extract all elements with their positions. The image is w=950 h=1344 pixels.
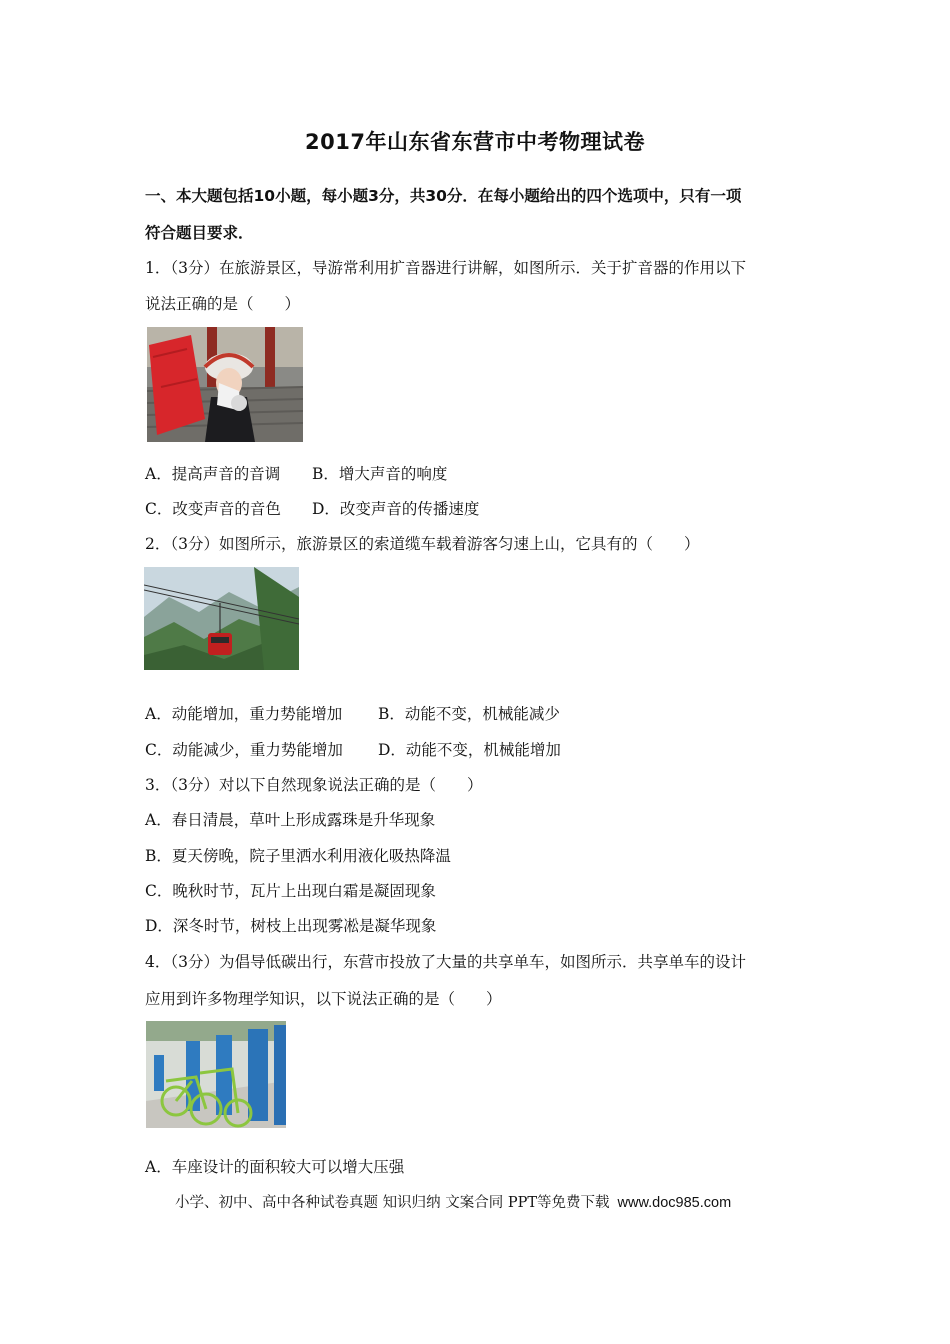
q1-stem-line2: 说法正确的是（ ）	[145, 295, 301, 313]
section-heading-line2: 符合题目要求．	[145, 224, 254, 242]
q3-option-a: A．春日清晨，草叶上形成露珠是升华现象	[145, 811, 436, 829]
q1-option-c: C．改变声音的音色	[145, 500, 281, 518]
q1-megaphone-photo	[147, 327, 303, 442]
q2-option-c: C．动能减少，重力势能增加	[145, 741, 343, 759]
q3-stem-line1: 3．（3分）对以下自然现象说法正确的是（ ）	[145, 776, 483, 794]
q3-option-b: B．夏天傍晚，院子里洒水利用液化吸热降温	[145, 847, 451, 865]
q2-option-b: B．动能不变，机械能减少	[378, 705, 560, 723]
footer-text: 小学、初中、高中各种试卷真题 知识归纳 文案合同 PPT等免费下载	[175, 1195, 610, 1211]
q2-option-d: D．动能不变，机械能增加	[378, 741, 561, 759]
q1-stem-line1: 1．（3分）在旅游景区，导游常利用扩音器进行讲解，如图所示．关于扩音器的作用以下	[145, 259, 746, 277]
section-heading-line1: 一、本大题包括10小题，每小题3分，共30分．在每小题给出的四个选项中，只有一项	[145, 187, 742, 205]
footer-url[interactable]: www.doc985.com	[617, 1195, 732, 1211]
q2-option-a: A．动能增加，重力势能增加	[145, 705, 343, 723]
q2-stem-line1: 2．（3分）如图所示，旅游景区的索道缆车载着游客匀速上山，它具有的（ ）	[145, 535, 700, 553]
q4-stem-line1: 4．（3分）为倡导低碳出行，东营市投放了大量的共享单车，如图所示．共享单车的设计	[145, 953, 746, 971]
q1-option-d: D．改变声音的传播速度	[312, 500, 480, 518]
q3-option-c: C．晚秋时节，瓦片上出现白霜是凝固现象	[145, 882, 436, 900]
q3-option-d: D．深冬时节，树枝上出现雾凇是凝华现象	[145, 917, 437, 935]
page-title: 2017年山东省东营市中考物理试卷	[305, 130, 645, 154]
q4-shared-bikes-photo	[146, 1021, 286, 1128]
page-footer	[175, 1191, 731, 1212]
q2-cable-car-photo	[144, 567, 299, 670]
q4-stem-line2: 应用到许多物理学知识，以下说法正确的是（ ）	[145, 990, 502, 1008]
q1-option-b: B．增大声音的响度	[312, 465, 448, 483]
q1-option-a: A．提高声音的音调	[145, 465, 281, 483]
q4-option-a: A．车座设计的面积较大可以增大压强	[145, 1158, 405, 1176]
